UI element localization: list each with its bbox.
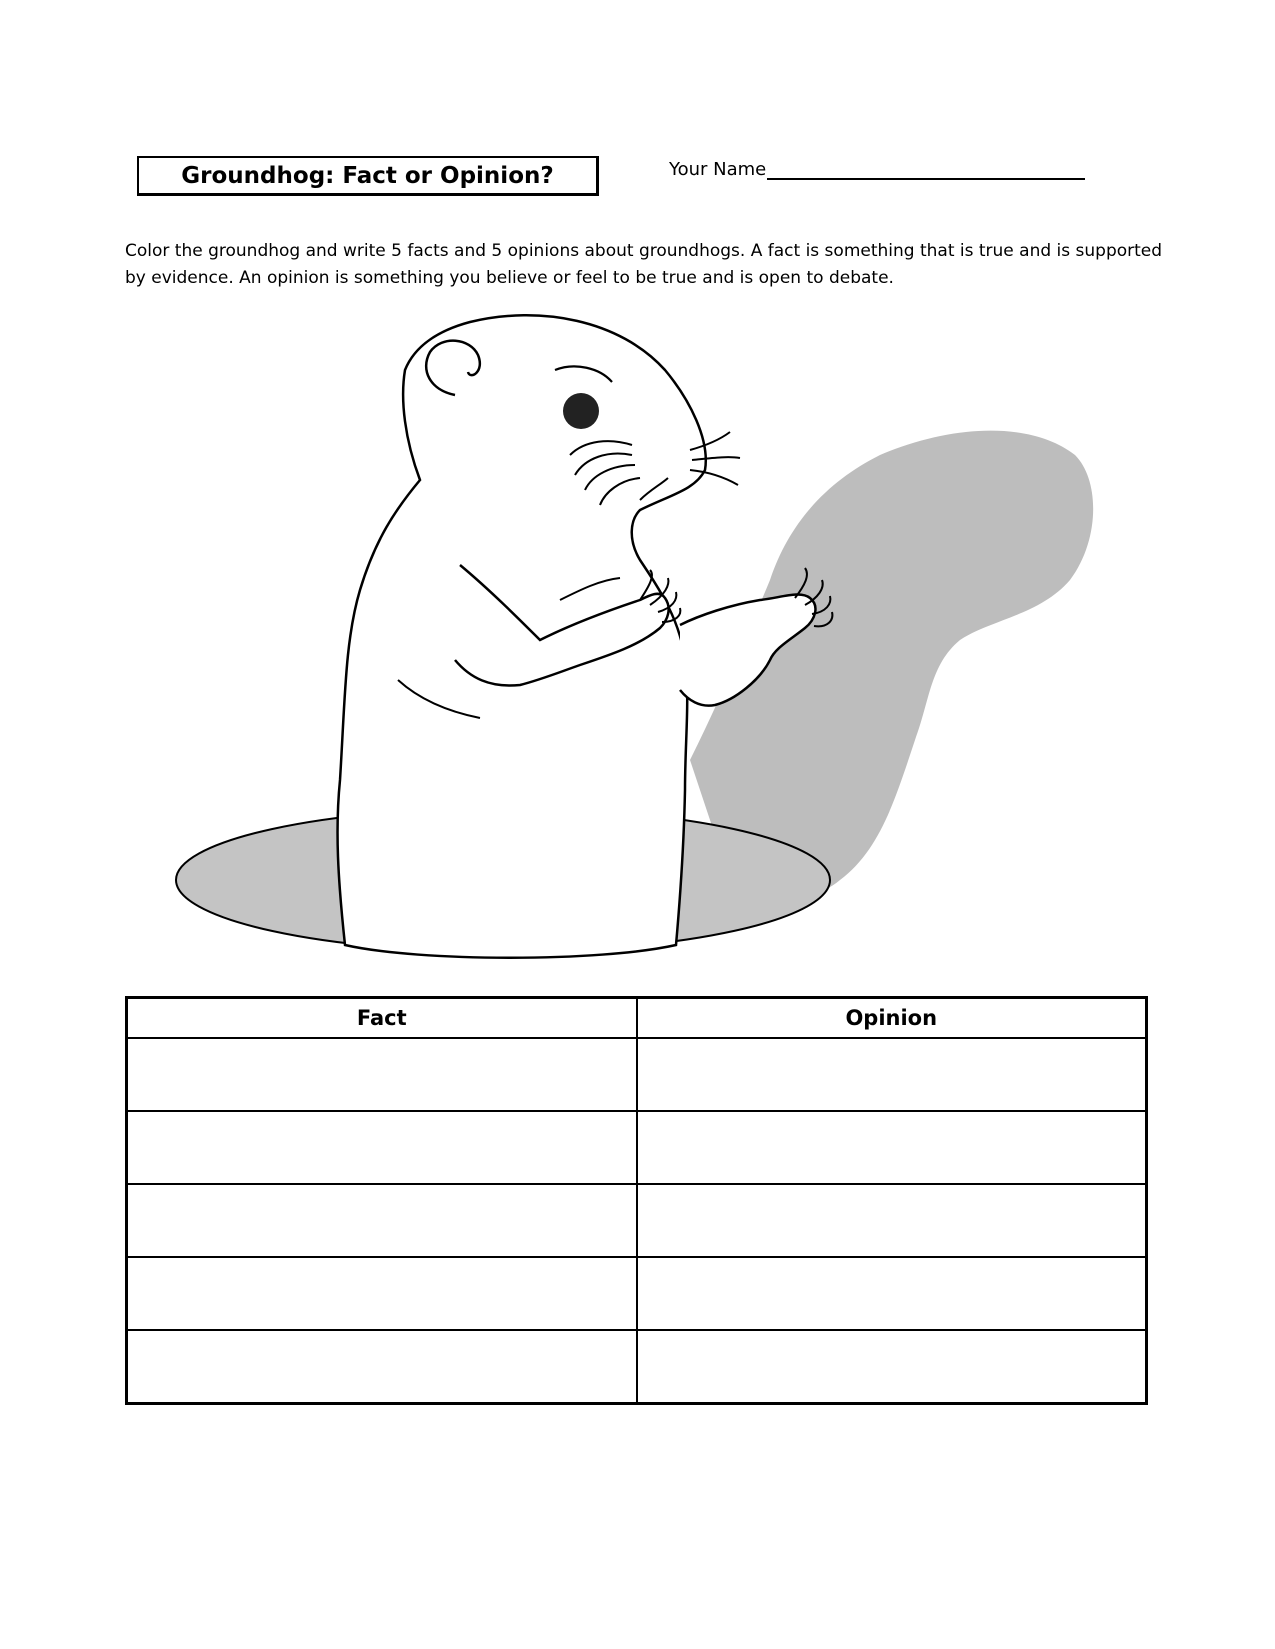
fact-cell-4[interactable] bbox=[127, 1257, 637, 1330]
opinion-cell-2[interactable] bbox=[637, 1111, 1147, 1184]
table-row bbox=[127, 1184, 1147, 1257]
opinion-cell-5[interactable] bbox=[637, 1330, 1147, 1404]
groundhog-eye bbox=[563, 393, 599, 429]
opinion-cell-3[interactable] bbox=[637, 1184, 1147, 1257]
opinion-column-header: Opinion bbox=[637, 998, 1147, 1039]
fact-cell-1[interactable] bbox=[127, 1038, 637, 1111]
name-field[interactable] bbox=[669, 158, 1085, 180]
table-row bbox=[127, 1038, 1147, 1111]
table-row bbox=[127, 1330, 1147, 1404]
worksheet-title: Groundhog: Fact or Opinion? bbox=[137, 156, 599, 196]
fact-opinion-table bbox=[125, 996, 1148, 1405]
table-row bbox=[127, 1257, 1147, 1330]
fact-cell-3[interactable] bbox=[127, 1184, 637, 1257]
opinion-cell-1[interactable] bbox=[637, 1038, 1147, 1111]
opinion-cell-4[interactable] bbox=[637, 1257, 1147, 1330]
fact-cell-2[interactable] bbox=[127, 1111, 637, 1184]
instructions-text: Color the groundhog and write 5 facts and 5 opinions about groundhogs. A fact is something that is true and is supported by evidence. An opinion is something you believe or feel to be true and is open to debate. bbox=[125, 241, 1163, 288]
fact-cell-5[interactable] bbox=[127, 1330, 637, 1404]
groundhog-illustration bbox=[170, 310, 1110, 970]
fact-column-header: Fact bbox=[127, 998, 637, 1039]
name-label: Your Name bbox=[669, 159, 767, 180]
name-blank-line[interactable] bbox=[767, 158, 1085, 180]
table-row bbox=[127, 1111, 1147, 1184]
